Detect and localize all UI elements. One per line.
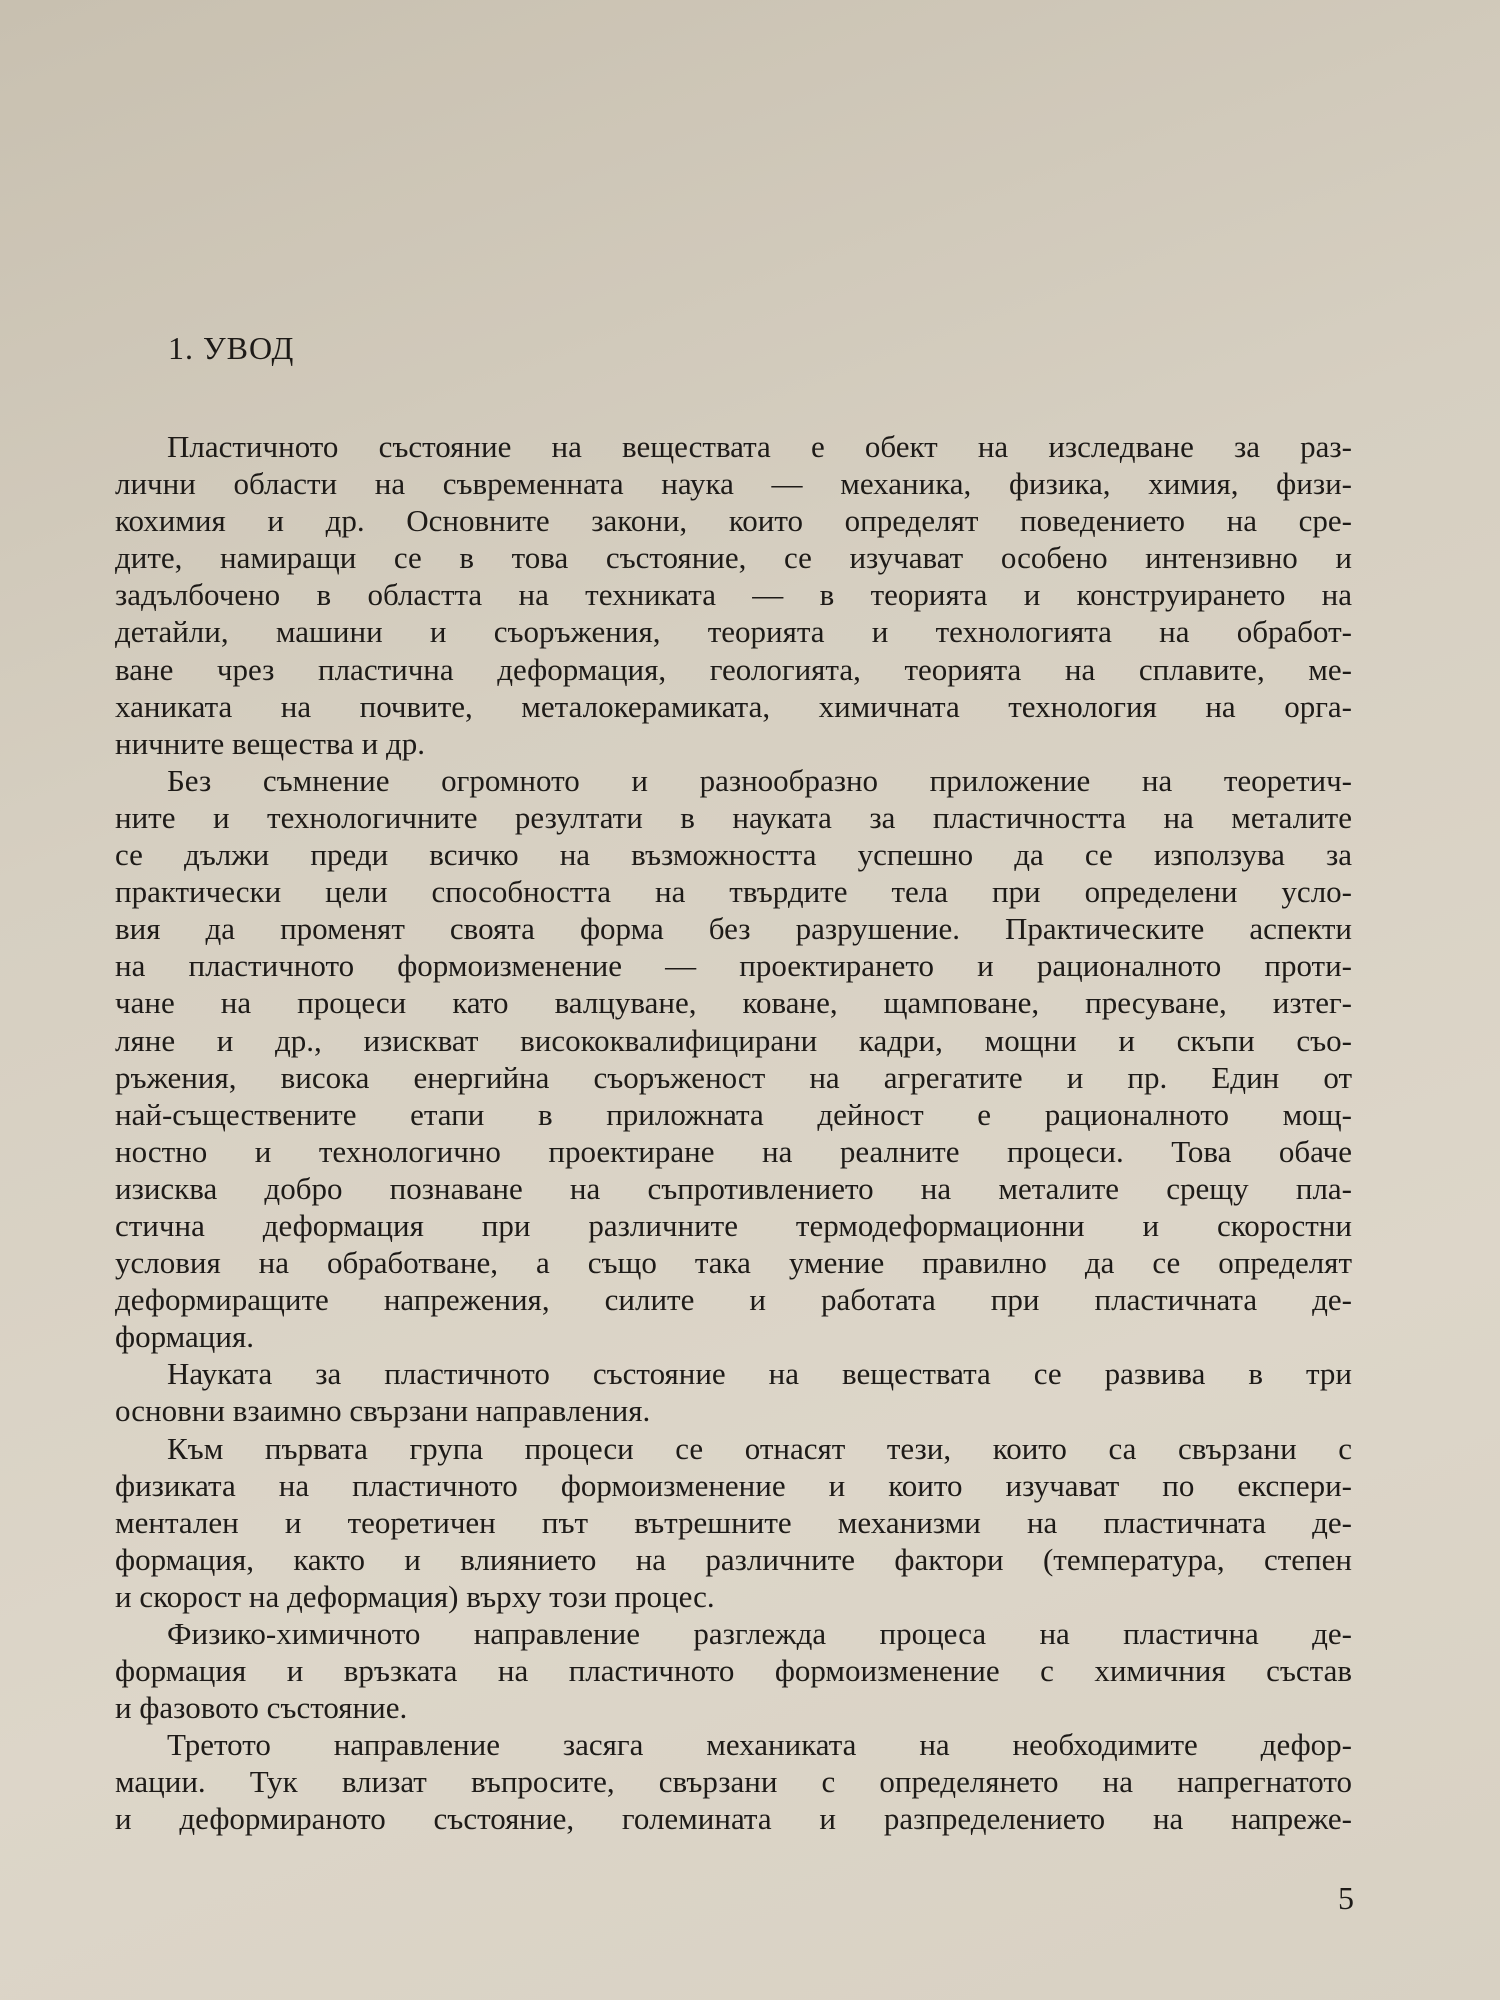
text-line: деформиращите напрежения, силите и работата при пластичната де-	[115, 1282, 1352, 1318]
text-line: Физико-химичното направление разглежда процеса на пластична де-	[167, 1616, 1352, 1651]
text-line: кохимия и др. Основните закони, които определят поведението на сре-	[115, 503, 1352, 539]
text-line: условия на обработване, а също така умение правилно да се определят	[115, 1245, 1352, 1281]
text-line: ностно и технологично проектиране на реалните процеси. Това обаче	[115, 1133, 1352, 1169]
text-line: ментален и теоретичен път вътрешните механизми на пластичната де-	[115, 1504, 1352, 1540]
text-line: вия да променят своята форма без разрушение. Практическите аспекти	[115, 911, 1352, 947]
paragraph	[115, 1615, 1352, 1726]
text-line: формация.	[115, 1319, 254, 1355]
paragraph	[115, 1726, 1352, 1837]
text-line: физиката на пластичното формоизменение и които изучават по експери-	[115, 1467, 1352, 1503]
text-line: лични области на съвременната наука — механика, физика, химия, физи-	[115, 466, 1352, 502]
text-line: Пластичното състояние на веществата е обект на изследване за раз-	[167, 429, 1352, 464]
text-line: Науката за пластичното състояние на веществата се развива в три	[167, 1356, 1352, 1392]
section-heading: 1. УВОД	[168, 330, 295, 366]
paragraph	[115, 428, 1352, 762]
text-line: и скорост на деформация) върху този процес.	[115, 1578, 715, 1614]
text-line: Без съмнение огромното и разнообразно приложение на теоретич-	[167, 762, 1352, 798]
paragraph	[115, 762, 1352, 1356]
text-line: ляне и др., изискват висококвалифицирани кадри, мощни и скъпи съо-	[115, 1022, 1352, 1058]
text-line: стична деформация при различните термодеформационни и скоростни	[115, 1207, 1352, 1243]
text-line: задълбочено в областта на техниката — в теорията и конструирането на	[115, 577, 1352, 613]
paragraph	[115, 1430, 1352, 1615]
text-line: ханиката на почвите, металокерамиката, химичната технология на орга-	[115, 688, 1352, 724]
text-line: на пластичното формоизменение — проектирането и рационалното проти-	[115, 948, 1352, 984]
text-line: най-съществените етапи в приложната дейност е рационалното мощ-	[115, 1096, 1352, 1132]
text-line: ване чрез пластична деформация, геологията, теорията на сплавите, ме-	[115, 651, 1352, 687]
text-line: чане на процеси като валцуване, коване, щамповане, пресуване, изтег-	[115, 985, 1352, 1021]
text-line: ръжения, висока енергийна съоръженост на агрегатите и пр. Един от	[115, 1059, 1352, 1095]
text-line: дите, намиращи се в това състояние, се изучават особено интензивно и	[115, 540, 1352, 576]
text-line: и фазовото състояние.	[115, 1690, 408, 1726]
text-line: практически цели способността на твърдите тела при определени усло-	[115, 874, 1352, 910]
text-line: формация и връзката на пластичното формоизменение с химичния състав	[115, 1653, 1352, 1689]
text-line: Към първата група процеси се отнасят тези, които са свързани с	[167, 1430, 1352, 1466]
text-line: и деформираното състояние, големината и разпределението на напреже-	[115, 1801, 1352, 1837]
text-line: детайли, машини и съоръжения, теорията и технологията на обработ-	[115, 614, 1352, 650]
page-number: 5	[1338, 1880, 1354, 1916]
text-line: Третото направление засяга механиката на необходимите дефор-	[167, 1727, 1352, 1763]
text-line: формация, както и влиянието на различните фактори (температура, степен	[115, 1541, 1352, 1577]
paragraph	[115, 1355, 1352, 1429]
text-line: ничните вещества и др.	[115, 725, 426, 761]
text-line: ните и технологичните резултати в науката за пластичността на металите	[115, 799, 1352, 835]
text-line: се дължи преди всичко на възможността успешно да се използува за	[115, 837, 1352, 873]
text-line: основни взаимно свързани направления.	[115, 1393, 651, 1429]
text-line: мации. Тук влизат въпросите, свързани с определянето на напрегнатото	[115, 1764, 1352, 1800]
text-line: изисква добро познаване на съпротивлението на металите срещу пла-	[115, 1170, 1352, 1206]
body-text	[115, 428, 1352, 1838]
